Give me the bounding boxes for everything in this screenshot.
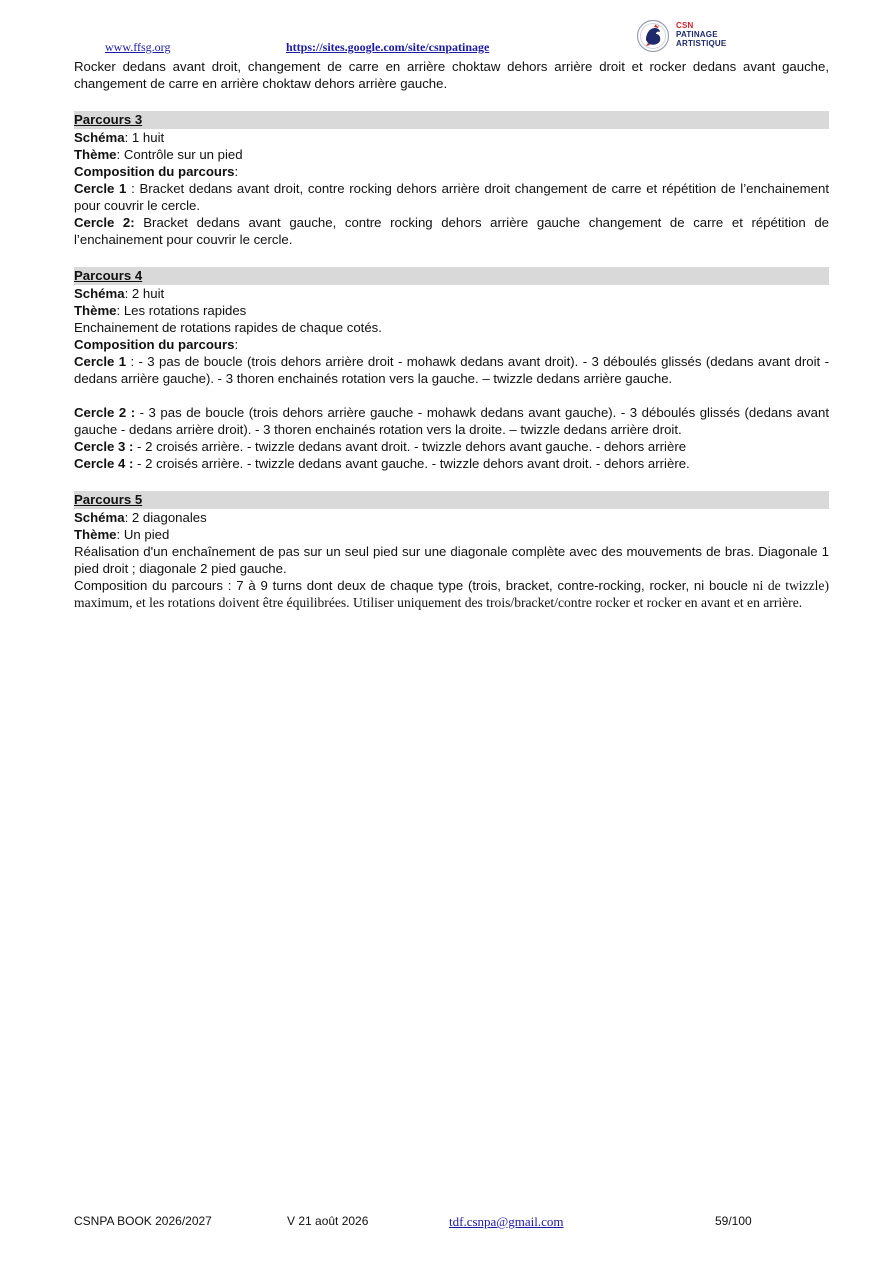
parcours-3-composition-label: Composition du parcours: <box>74 164 239 179</box>
parcours-3-theme: Thème: Contrôle sur un pied <box>74 147 243 162</box>
parcours-3-schema: Schéma: 1 huit <box>74 130 165 145</box>
page-footer <box>0 1214 893 1234</box>
logo-csn: CSN <box>676 21 694 30</box>
intro-paragraph: Rocker dedans avant droit, changement de carre en arrière choktaw dehors arrière droit et rocker dedans avant gauche, changement de carre en arrière choktaw dehors arrière gauche. <box>74 59 829 91</box>
footer-email-link[interactable]: tdf.csnpa@gmail.com <box>449 1214 564 1229</box>
parcours-4-description: Enchainement de rotations rapides de chaque cotés. <box>74 320 382 335</box>
parcours-5-heading: Parcours 5 <box>74 491 829 509</box>
parcours-4-schema: Schéma: 2 huit <box>74 286 165 301</box>
parcours-5-theme: Thème: Un pied <box>74 527 170 542</box>
ffsg-link[interactable]: www.ffsg.org <box>105 40 171 54</box>
csnpatinage-site-link[interactable]: https://sites.google.com/site/csnpatinage <box>286 40 490 54</box>
parcours-4-heading: Parcours 4 <box>74 267 829 285</box>
parcours-5-schema: Schéma: 2 diagonales <box>74 510 207 525</box>
footer-page-number: 59/100 <box>715 1214 752 1228</box>
parcours-4-cercle-2: Cercle 2 : - 3 pas de boucle (trois dehors arrière gauche - mohawk dedans avant gauche). - 3 déboulés glissés (dedans avant gauche - dedans arrière droit). - 3 thoren enchainés rotation vers la droite. – twizzle dedans arrière droit. <box>74 405 829 437</box>
logo-text <box>676 21 726 48</box>
csn-patinage-logo <box>636 19 756 55</box>
parcours-3-cercle-2: Cercle 2: Bracket dedans avant gauche, contre rocking dehors arrière gauche changement de carre et répétition de l’enchainement pour couvrir le cercle. <box>74 215 829 247</box>
parcours-5-composition: Composition du parcours : 7 à 9 turns dont deux de chaque type (trois, bracket, contre-rocking, rocker, ni boucle ni de twizzle) maximum, et les rotations doivent être équilibrées. Utiliser uniquement des trois/bracket/contre rocker et rocker en avant et en arrière. <box>74 578 829 610</box>
logo-artistique: ARTISTIQUE <box>676 39 727 48</box>
parcours-3-heading: Parcours 3 <box>74 111 829 129</box>
rooster-emblem-icon <box>636 19 670 53</box>
page-content <box>74 58 829 611</box>
footer-book-title: CSNPA BOOK 2026/2027 <box>74 1214 212 1228</box>
footer-version: V 21 août 2026 <box>287 1214 369 1228</box>
parcours-3-cercle-1: Cercle 1 : Bracket dedans avant droit, contre rocking dehors arrière droit changement de carre et répétition de l’enchainement pour couvrir le cercle. <box>74 181 830 213</box>
page-header <box>0 0 893 58</box>
parcours-5-description: Réalisation d'un enchaînement de pas sur un seul pied sur une diagonale complète avec des mouvements de bras. Diagonale 1 pied droit ; diagonale 2 pied gauche. <box>74 544 829 576</box>
logo-patinage: PATINAGE <box>676 30 718 39</box>
parcours-4-cercle-3: Cercle 3 : - 2 croisés arrière. - twizzle dedans avant droit. - twizzle dehors avant gauche. - dehors arrière <box>74 439 687 454</box>
parcours-4-composition-label: Composition du parcours: <box>74 337 239 352</box>
parcours-4-cercle-1: Cercle 1 : - 3 pas de boucle (trois dehors arrière droit - mohawk dedans avant droit). - 3 déboulés glissés (dedans avant droit - dedans arrière gauche). - 3 thoren enchainés rotation vers la gauche. – twizzle dedans arrière gauche. <box>74 354 829 386</box>
parcours-4-cercle-4: Cercle 4 : - 2 croisés arrière. - twizzle dedans avant gauche. - twizzle dehors avant droit. - dehors arrière. <box>74 456 690 471</box>
parcours-4-theme: Thème: Les rotations rapides <box>74 303 247 318</box>
